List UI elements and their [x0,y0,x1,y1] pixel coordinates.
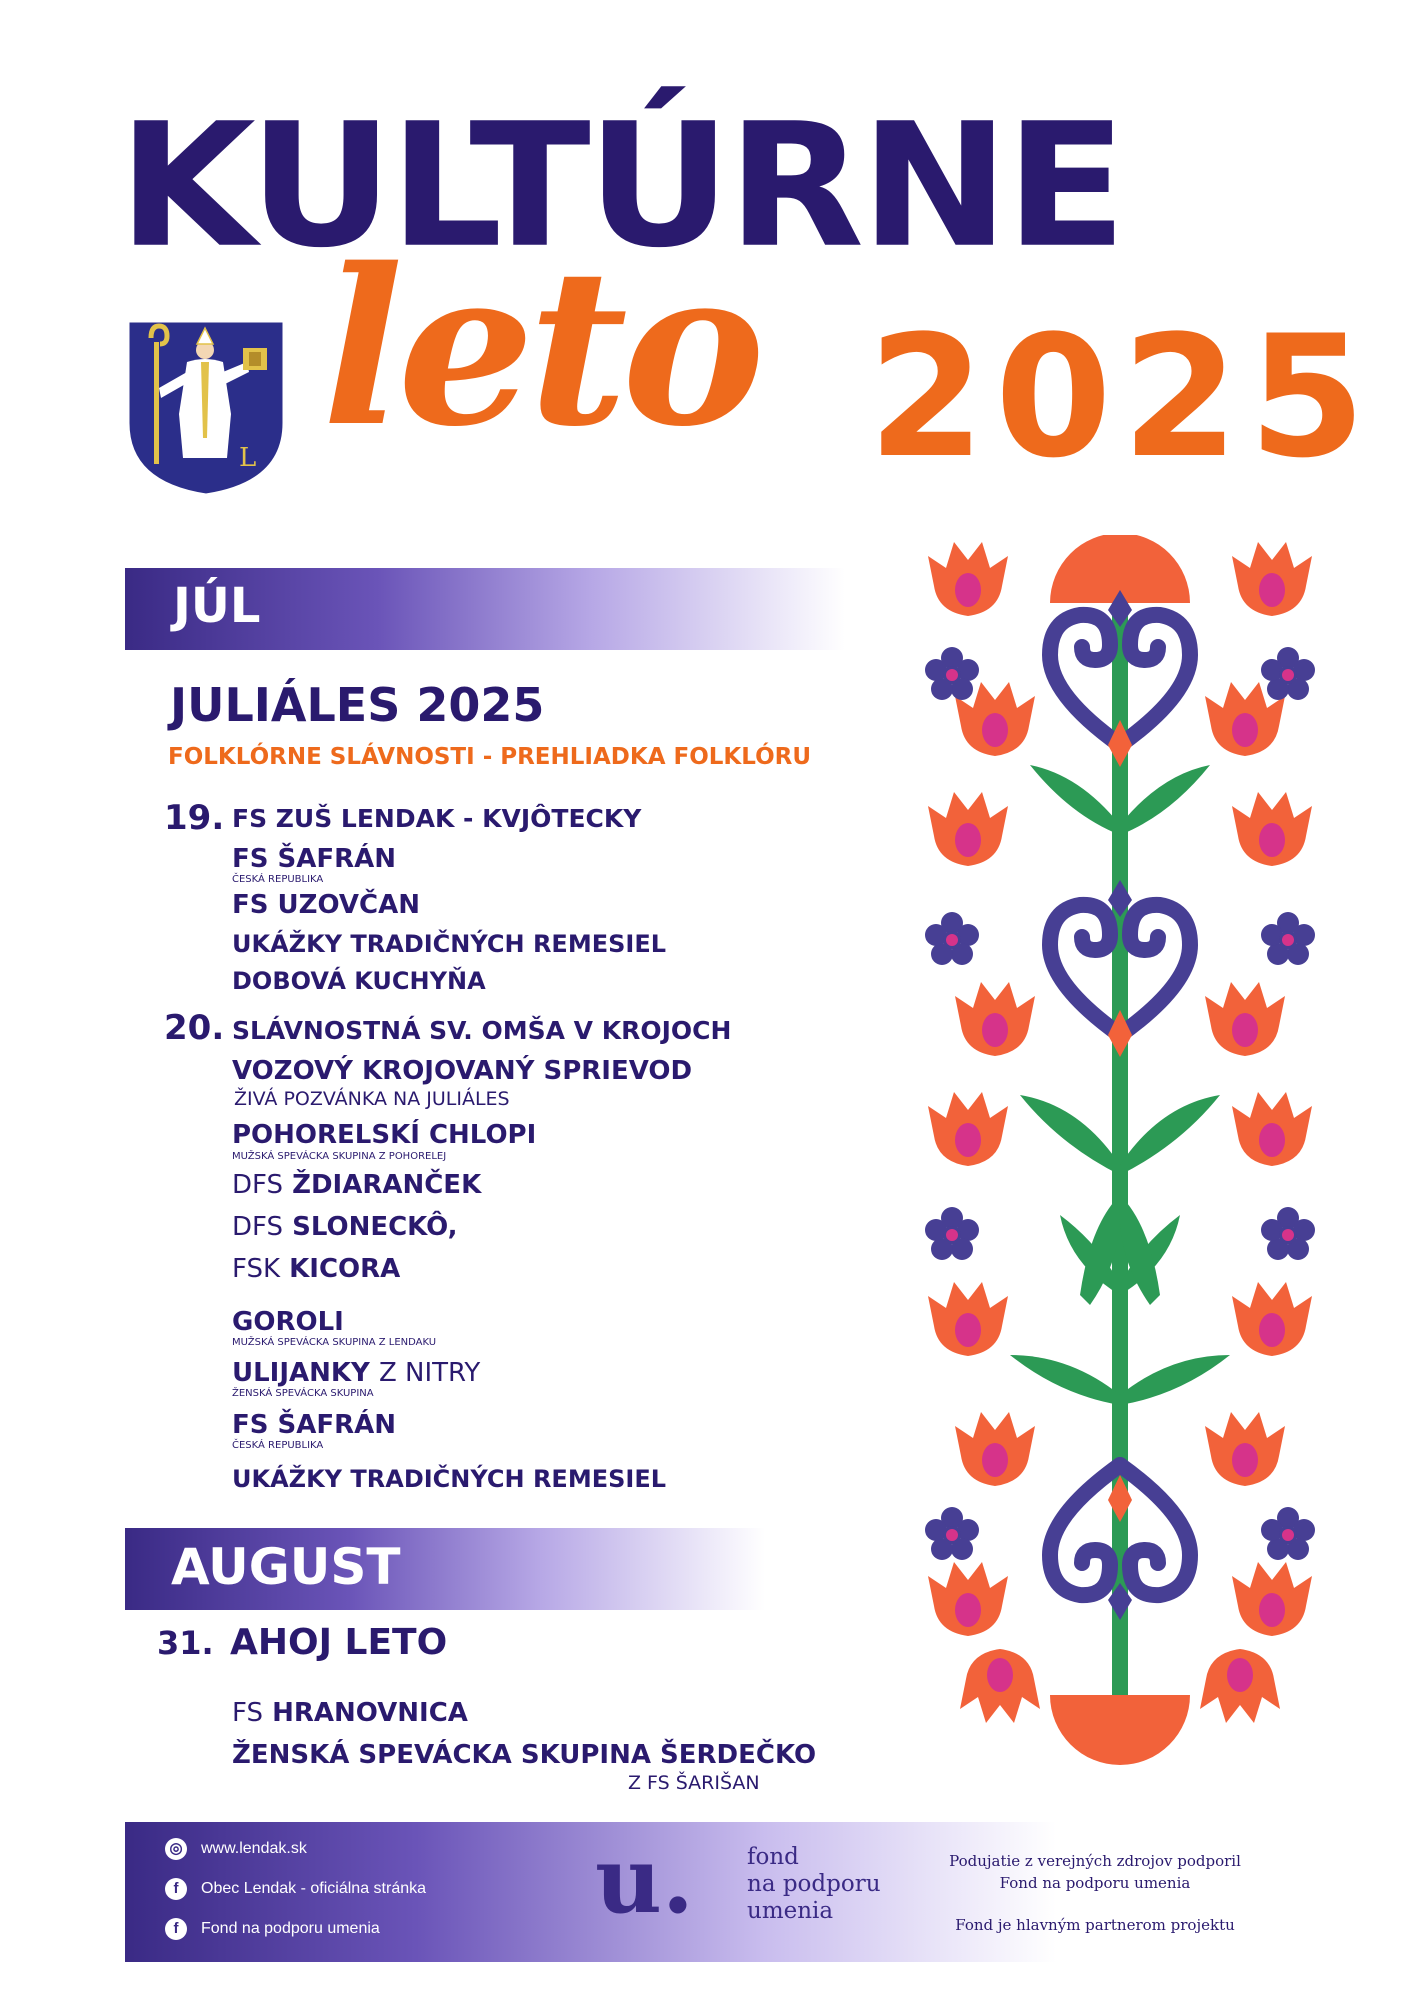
program-item: FS ZUŠ LENDAK - KVJÔTECKY [232,804,642,833]
page-year: 2025 [868,299,1376,495]
program-item: DOBOVÁ KUCHYŇA [232,967,486,995]
program-item: FS UZOVČAN [232,890,420,920]
program-item: FS HRANOVNICA [232,1698,468,1728]
event-date: 20. [164,1008,225,1048]
program-item: UKÁŽKY TRADIČNÝCH REMESIEL [232,930,667,958]
program-item: FS ŠAFRÁN [232,844,397,874]
folk-ornament [920,535,1320,1765]
event-subtitle: FOLKLÓRNE SLÁVNOSTI - PREHLIADKA FOLKLÓRU [168,744,812,770]
footer-web-link[interactable]: ◎ www.lendak.sk [165,1838,307,1860]
page-title-script: leto [322,221,760,474]
event-date: 31. [157,1624,214,1662]
event-date: 19. [164,798,225,838]
program-item: DFS SLONECKÔ, [232,1212,458,1242]
month-bar-august [125,1528,765,1610]
month-label: AUGUST [171,1538,401,1596]
event-title: JULIÁLES 2025 [170,678,545,732]
program-note: ČESKÁ REPUBLIKA [232,1440,324,1451]
coat-of-arms [125,318,287,498]
fond-logo-text: fond na podporu umenia [747,1844,881,1924]
program-item: GOROLI [232,1307,344,1337]
footer-facebook-link[interactable]: f Fond na podporu umenia [165,1918,380,1940]
program-note: Z FS ŠARIŠAN [628,1772,760,1794]
program-item: FS ŠAFRÁN [232,1410,397,1440]
footer [125,1822,1289,1962]
program-note: ŽENSKÁ SPEVÁCKA SKUPINA [232,1388,374,1399]
program-item: VOZOVÝ KROJOVANÝ SPRIEVOD [232,1056,693,1086]
program-item: ULIJANKY Z NITRY [232,1358,481,1388]
svg-text:L: L [239,443,257,473]
globe-icon: ◎ [165,1838,187,1860]
program-note: MUŽSKÁ SPEVÁCKA SKUPINA Z POHORELEJ [232,1151,447,1162]
facebook-icon: f [165,1918,187,1940]
program-item: POHORELSKÍ CHLOPI [232,1120,537,1150]
program-item: UKÁŽKY TRADIČNÝCH REMESIEL [232,1465,667,1493]
program-item: SLÁVNOSTNÁ SV. OMŠA V KROJOCH [232,1016,732,1045]
footer-facebook-link[interactable]: f Obec Lendak - oficiálna stránka [165,1878,426,1900]
program-note: ČESKÁ REPUBLIKA [232,874,324,885]
event-title: AHOJ LETO [230,1622,448,1663]
program-note: MUŽSKÁ SPEVÁCKA SKUPINA Z LENDAKU [232,1337,437,1348]
program-item: DFS ŽDIARANČEK [232,1170,482,1200]
support-credit: Podujatie z verejných zdrojov podporil Fond na podporu umenia Fond je hlavným partnerom projektu [949,1852,1241,1934]
page-title: KULTÚRNE [118,86,1123,286]
program-item: FSK KICORA [232,1254,401,1284]
program-item: ŽENSKÁ SPEVÁCKA SKUPINA ŠERDEČKO [232,1740,817,1770]
month-bar-july [125,568,845,650]
month-label: JÚL [173,578,261,634]
facebook-icon: f [165,1878,187,1900]
fond-logo: u. [595,1826,694,1934]
program-note: ŽIVÁ POZVÁNKA NA JULIÁLES [234,1088,510,1110]
